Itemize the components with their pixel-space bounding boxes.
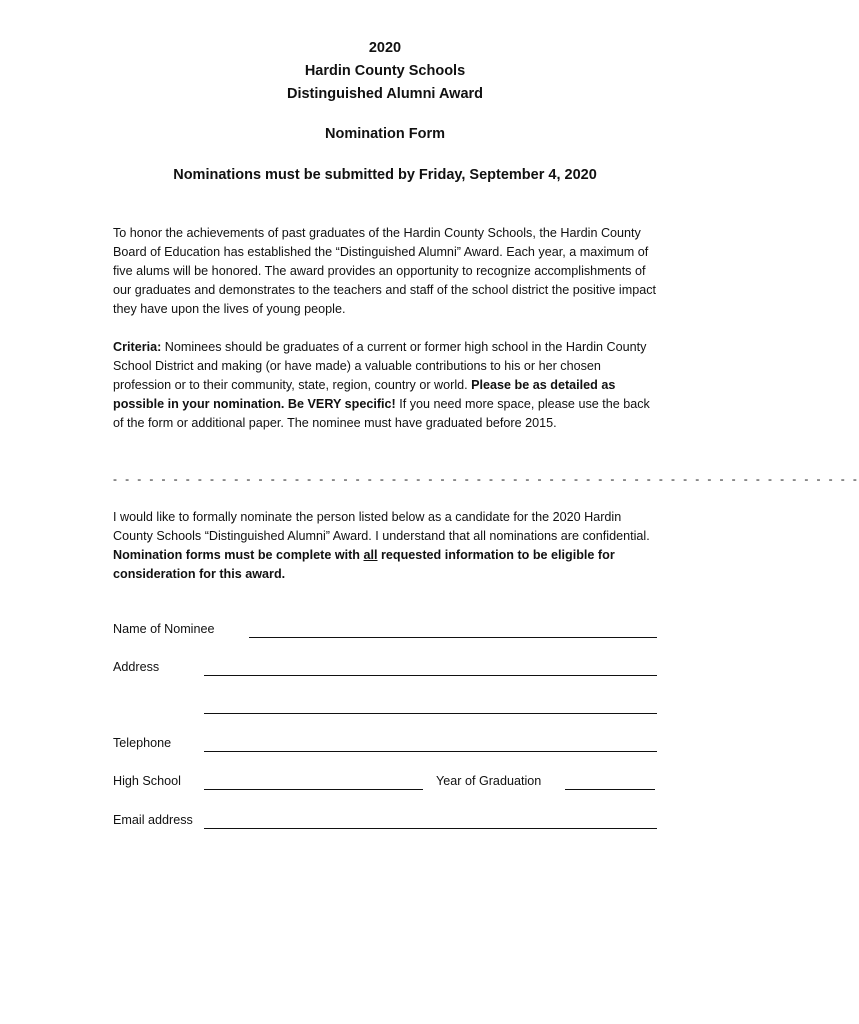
telephone-label: Telephone: [113, 736, 172, 750]
award-name: Distinguished Alumni Award: [286, 86, 484, 102]
graduation-year-label: Year of Graduation: [436, 774, 542, 788]
criteria-text: Nominees should be graduates of a current or former high school in the Hardin County School District and making (or have made) a valuable contributions to his or her chosen profession or to their community, state, region, country or world.: [113, 340, 647, 392]
criteria-text-continued: If you need more space, please use the back of the form or additional paper. The nominee must have graduated before 2015.: [113, 397, 650, 430]
intro-paragraph: To honor the achievements of past graduates of the Hardin County Schools, the Hardin County Board of Education has established the “Distinguished Alumni” Award. Each year, a maximum of five alums will be honored. The award provides an opportunity to recognize accomplishments of our graduates and demonstrates to the teachers and staff of the school district the positive impact they have upon the lives of young people.: [113, 226, 657, 316]
criteria-emphasis: Please be as detailed as possible in your nomination. Be VERY specific!: [113, 378, 616, 411]
graduation-year-field[interactable]: [565, 789, 655, 790]
address-field-line-2[interactable]: [204, 713, 657, 714]
address-label: Address: [113, 660, 160, 674]
email-field[interactable]: [204, 828, 657, 829]
telephone-field[interactable]: [204, 751, 657, 752]
statement-requirement: Nomination forms must be complete with all requested information to be eligible for consideration for this award.: [113, 548, 615, 581]
form-title: Nomination Form: [324, 126, 446, 142]
nominee-name-field[interactable]: [249, 637, 657, 638]
address-field-line-1[interactable]: [204, 675, 657, 676]
nominee-name-label: Name of Nominee: [113, 622, 215, 636]
submission-deadline: Nominations must be submitted by Friday, September 4, 2020: [173, 167, 597, 183]
form-year: 2020: [368, 40, 402, 56]
organization-name: Hardin County Schools: [304, 63, 466, 79]
criteria-paragraph: [113, 338, 661, 433]
high-school-field[interactable]: [204, 789, 423, 790]
email-label: Email address: [113, 813, 193, 827]
statement-text: I would like to formally nominate the person listed below as a candidate for the 2020 Hardin County Schools “Distinguished Alumni” Award. I understand that all nominations are confidential.: [113, 510, 650, 543]
high-school-label: High School: [113, 774, 181, 788]
criteria-label: Criteria:: [113, 340, 162, 354]
nomination-statement: [113, 508, 661, 584]
statement-emphasis-all: all: [363, 548, 378, 562]
dashed-separator: - - - - - - - - - - - - - - - - - - - - - - - - - - - - - - - - - - - - - - - - - - - - - - - - - - - - - - - - - - - - - -: [113, 472, 859, 486]
